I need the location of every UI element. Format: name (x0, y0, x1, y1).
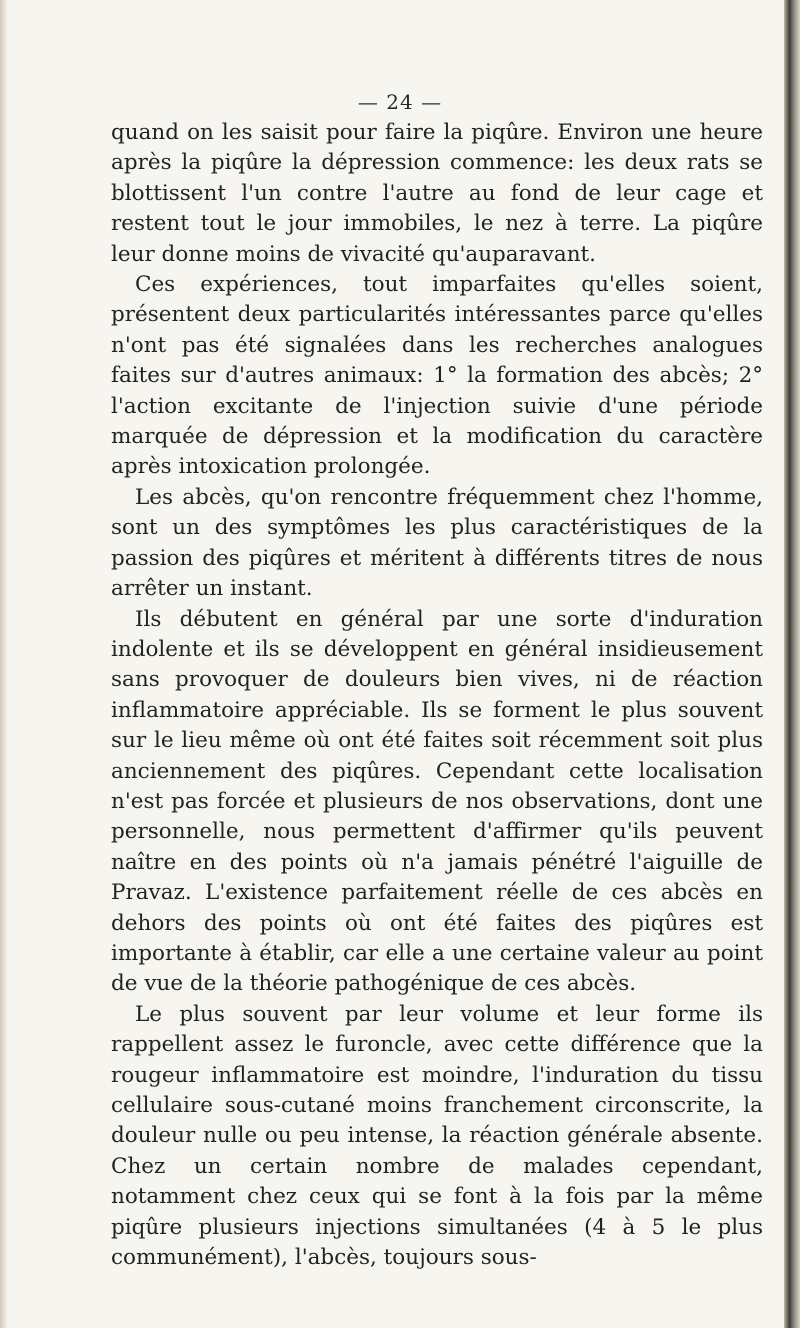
paragraph-continuation: quand on les saisit pour faire la piqûre. Environ une heure après la piqûre la dépression commence: les deux rats se blottissent l'un contre l'autre au fond de leur cage et restent tout le jour immobiles, le nez à terre. La piqûre leur donne moins de vivacité qu'auparavant. (111, 120, 763, 267)
page-left-edge (0, 0, 8, 1328)
paragraph-debut-abces: Ils débutent en général par une sorte d'induration indolente et ils se développent en général insidieusement sans provoquer de douleurs bien vives, ni de réaction inflammatoire appréciable. Ils se forment le plus souvent sur le lieu même où ont été faites soit récemment soit plus anciennement des piqûres. Cependant cette localisation n'est pas forcée et plusieurs de nos observations, dont une personnelle, nous permettent d'affirmer qu'ils peuvent naître en des points où n'a jamais pénétré l'aiguille de Pravaz. L'existence parfaitement réelle de ces abcès en dehors des points où ont été faites des piqûres est importante à établir, car elle a une certaine valeur au point de vue de la théorie pathogénique de ces abcès. (111, 606, 763, 997)
book-binding-edge (784, 0, 800, 1328)
page-number: — 24 — (357, 90, 443, 114)
body-text (111, 118, 763, 1273)
paragraph-abces-intro: Les abcès, qu'on rencontre fréquemment chez l'homme, sont un des symptômes les plus caractéristiques de la passion des piqûres et méritent à différents titres de nous arrêter un instant. (111, 484, 763, 602)
paragraph-experiences: Ces expériences, tout imparfaites qu'elles soient, présentent deux particularités intéressantes parce qu'elles n'ont pas été signalées dans les recherches analogues faites sur d'autres animaux: 1° la formation des abcès; 2° l'action excitante de l'injection suivie d'une période marquée de dépression et la modification du caractère après intoxication prolongée. (111, 272, 763, 480)
paragraph-furoncle: Le plus souvent par leur volume et leur forme ils rappellent assez le furoncle, avec cette différence que la rougeur inflammatoire est moindre, l'induration du tissu cellulaire sous-cutané moins franchement circonscrite, la douleur nulle ou peu intense, la réaction générale absente. Chez un certain nombre de malades cependant, notamment chez ceux qui se font à la fois par la même piqûre plusieurs injections simultanées (4 à 5 le plus communément), l'abcès, toujours sous- (111, 1001, 763, 1271)
